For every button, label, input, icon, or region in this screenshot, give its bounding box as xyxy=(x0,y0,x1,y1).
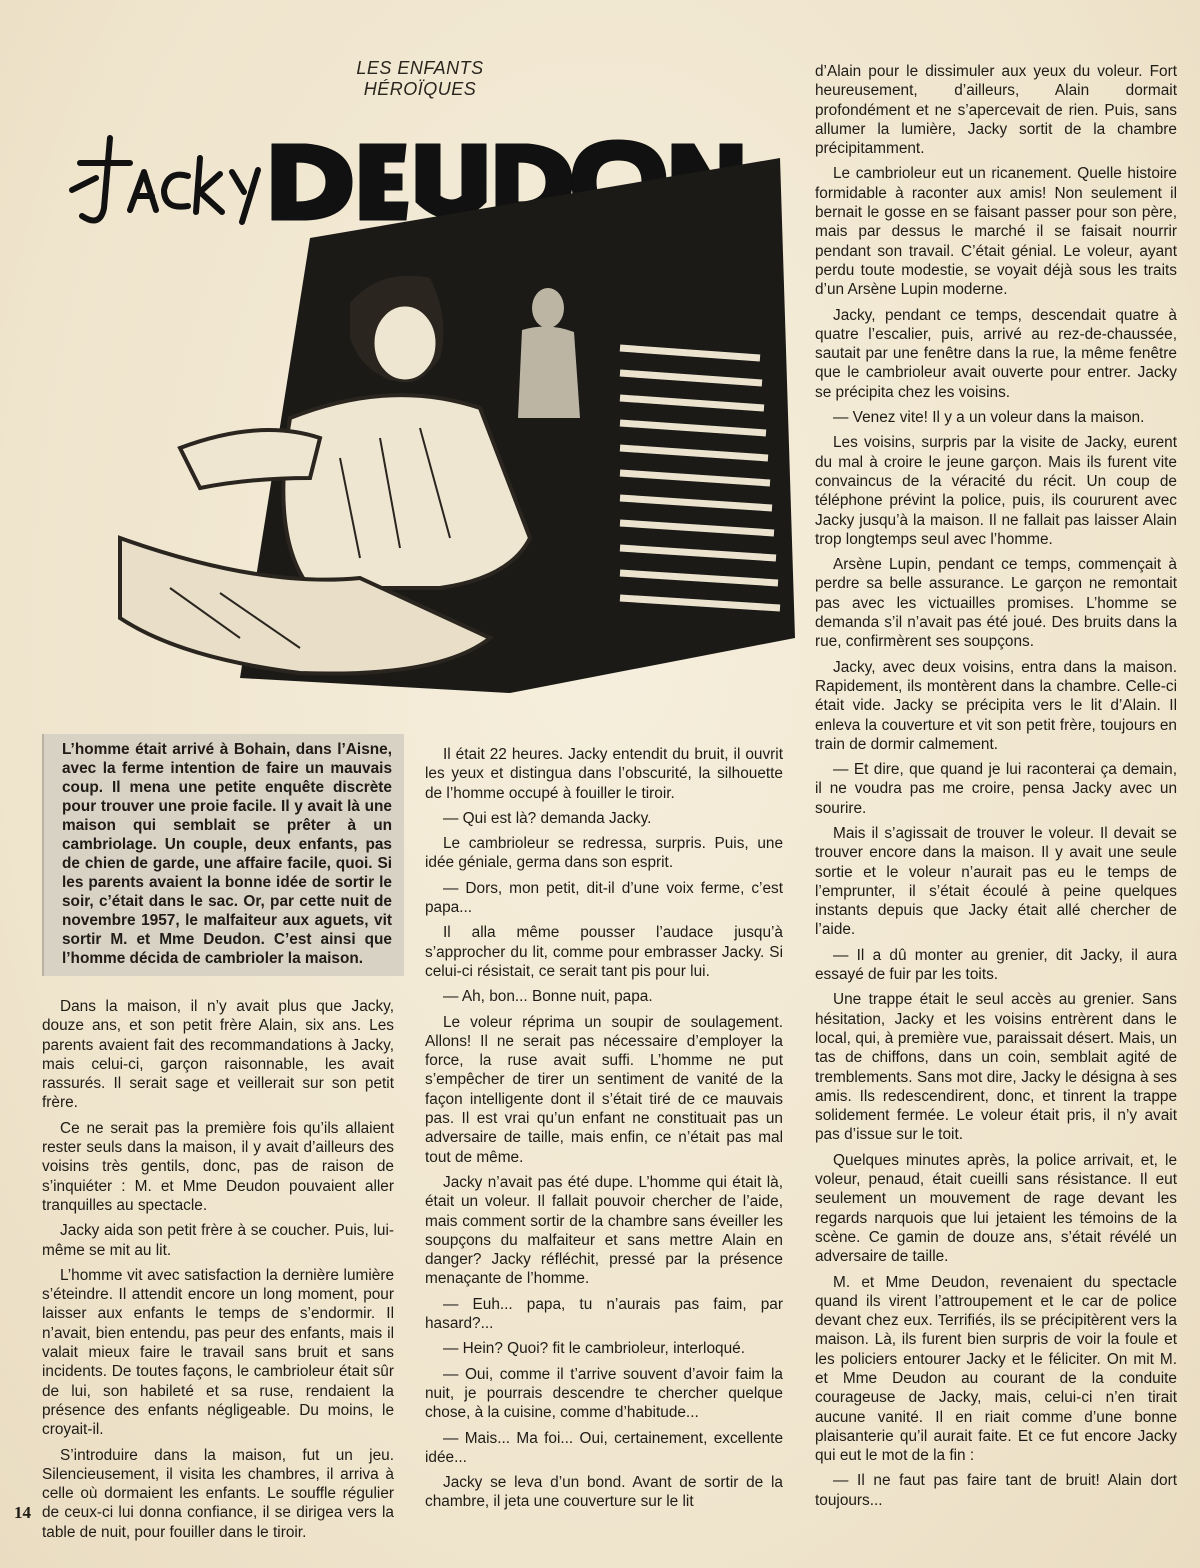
paragraph: Mais il s’agissait de trouver le voleur. Il devait se trouver encore dans la maison. Il y avait une seule sortie et le voleur n’aurait pas eu le temps de l’emprunter, il s’était écoulé à peine quelques instants depuis que Jacky était allé chercher de l’aide. xyxy=(815,824,1177,939)
section-kicker: LES ENFANTS HÉROÏQUES xyxy=(356,58,484,99)
paragraph: Quelques minutes après, la police arrivait, et, le voleur, penaud, était cueilli sans résistance. Il eut seulement un mouvement de rage devant les regards narquois que lui jetaient les témoins de la scène. Ce gamin de douze ans, s’était révélé un adversaire de taille. xyxy=(815,1151,1177,1266)
paragraph: Le voleur réprima un soupir de soulagement. Allons! Il ne serait pas nécessaire d’employer la force, la ruse avait suffi. L’homme ne put s’empêcher de tirer un sentiment de vanité de la façon intelligente dont il s’était tiré de ce mauvais pas. Il est vrai qu’un enfant ne constituait pas un adversaire de taille, mais enfin, ce n’était pas mal tout de même. xyxy=(425,1013,783,1166)
paragraph: Le cambrioleur se redressa, surpris. Puis, une idée géniale, germa dans son esprit. xyxy=(425,835,783,872)
paragraph: — Venez vite! Il y a un voleur dans la maison. xyxy=(833,409,1145,427)
article-column-1 xyxy=(42,997,394,1548)
intro-box: L’homme était arrivé à Bohain, dans l’Aisne, avec la ferme intention de faire un mauvais coup. Il mena une petite enquête discrète pour trouver une proie facile. Il y avait là une maison qui semblait se prêter à un cambriolage. Un couple, deux enfants, pas de chien de garde, une affaire facile, quoi. Si les parents avaient la bonne idée de sortir le soir, c’était dans le sac. Or, par cette nuit de novembre 1957, le malfaiteur aux aguets, vit sortir M. et Mme Deudon. C’est ainsi que l’homme décida de cambrioler la maison. xyxy=(42,734,404,976)
paragraph: Il était 22 heures. Jacky entendit du bruit, il ouvrit les yeux et distingua dans l’obscurité, la silhouette de l’homme occupé à fouiller le tiroir. xyxy=(425,746,783,802)
paragraph: — Qui est là? demanda Jacky. xyxy=(443,809,652,827)
article-column-3 xyxy=(815,62,1177,1516)
paragraph: — Oui, comme il t’arrive souvent d’avoir faim la nuit, je pourrais descendre te chercher quelque chose, à la cuisine, comme d’habitude... xyxy=(425,1365,783,1422)
paragraph: Dans la maison, il n’y avait plus que Jacky, douze ans, et son petit frère Alain, six ans. Les parents avaient fait des recommandations à Jacky, mais celui-ci, garçon raisonnable, les avait rassurés. Il serait sage et veillerait sur son petit frère. xyxy=(42,998,394,1112)
paragraph: Il alla même pousser l’audace jusqu’à s’approcher du lit, comme pour embrasser Jacky. Si celui-ci résistait, ce serait tant pis pour lui. xyxy=(425,924,783,980)
paragraph: — Hein? Quoi? fit le cambrioleur, interloqué. xyxy=(443,1340,745,1358)
paragraph: Jacky aida son petit frère à se coucher. Puis, lui-même se mit au lit. xyxy=(42,1222,394,1259)
paragraph: d’Alain pour le dissimuler aux yeux du voleur. Fort heureusement, d’ailleurs, Alain dormait profondément et ne s’apercevait de rien. Puis, sans allumer la lumière, Jacky sortit de la chambre précipitamment. xyxy=(815,63,1177,158)
paragraph: Jacky n’avait pas été dupe. L’homme qui était là, était un voleur. Il fallait pouvoir chercher de l’aide, mais comment sortir de la chambre sans éveiller les soupçons du malfaiteur et sans mettre Alain en danger? Jacky réfléchit, pressé par la présence menaçante de l’homme. xyxy=(425,1173,783,1288)
paragraph: — Euh... papa, tu n’aurais pas faim, par hasard?... xyxy=(425,1295,783,1333)
paragraph: — Dors, mon petit, dit-il d’une voix ferme, c’est papa... xyxy=(425,879,783,917)
paragraph: Jacky se leva d’un bond. Avant de sortir de la chambre, il jeta une couverture sur le lit xyxy=(425,1474,783,1511)
paragraph: Le cambrioleur eut un ricanement. Quelle histoire formidable à raconter aux amis! Non seulement il bernait le gosse en se faisant passer pour son père, mais par dessus le marché il se faisait nourrir pendant son travail. C’était génial. Le voleur, ayant perdu toute modestie, se voyait déjà sous les traits d’un Arsène Lupin moderne. xyxy=(815,165,1177,299)
paragraph: — Mais... Ma foi... Oui, certainement, excellente idée... xyxy=(425,1429,783,1466)
paragraph: M. et Mme Deudon, revenaient du spectacle quand ils virent l’attroupement et le car de police devant chez eux. Terrifiés, ils se précipitèrent vers la maison. Là, ils furent bien surpris de voir la foule et les policiers entourer Jacky et le féliciter. On mit M. et Mme Deudon au courant de la conduite courageuse de Jacky, mais, celui-ci n’en tirait aucune vanité. Il en riait comme d’une bonne plaisanterie qu’il aurait faite. Et ce fut encore Jacky qui eut le mot de la fin : xyxy=(815,1273,1177,1465)
paragraph: — Ah, bon... Bonne nuit, papa. xyxy=(443,988,653,1006)
paragraph: — Et dire, que quand je lui raconterai ça demain, il ne voudra pas me croire, pensa Jacky avec un sourire. xyxy=(815,761,1177,817)
paragraph: Arsène Lupin, pendant ce temps, commençait à perdre sa belle assurance. Le garçon ne remontait pas avec les victuailles promises. L’homme se demanda s’il n’avait pas été joué. Des bruits dans la rue, confirmèrent ses soupçons. xyxy=(815,556,1177,651)
article-column-2 xyxy=(425,745,783,1518)
paragraph: Ce ne serait pas la première fois qu’ils allaient rester seuls dans la maison, il y avait d’ailleurs des voisins très gentils, donc, pas de raison de s’inquiéter : M. et Mme Deudon pouvaient aller tranquilles au spectacle. xyxy=(42,1119,394,1214)
page-number: 14 xyxy=(14,1503,31,1522)
paragraph: S’introduire dans la maison, fut un jeu. Silencieusement, il visita les chambres, il arriva à celle où dormaient les enfants. Le souffle régulier de ceux-ci lui donna confiance, il se dirigea vers la table de nuit, pour fouiller dans le tiroir. xyxy=(42,1446,394,1541)
title-illustration xyxy=(60,118,800,693)
paragraph: Jacky, pendant ce temps, descendait quatre à quatre l’escalier, puis, arrivé au rez-de-chaussée, sautait par une fenêtre dans la rue, la même fenêtre que le cambrioleur avait ouverte pour entrer. Jacky se précipita chez les voisins. xyxy=(815,306,1177,401)
paragraph: Jacky, avec deux voisins, entra dans la maison. Rapidement, ils montèrent dans la chambre. Celle-ci était vide. Jacky se précipita vers le lit d’Alain. Il enleva la couverture et vit son petit frère, toujours en train de dormir calmement. xyxy=(815,658,1177,753)
paragraph: Les voisins, surpris par la visite de Jacky, eurent du mal à croire le jeune garçon. Mais ils furent vite convaincus de la véracité du récit. Un coup de téléphone prévint la police, puis, ils coururent avec Jacky jusqu’à la maison. Il ne fallait pas laisser Alain trop longtemps seul avec l’homme. xyxy=(815,434,1177,548)
paragraph: L’homme vit avec satisfaction la dernière lumière s’éteindre. Il attendit encore un long moment, pour laisser aux enfants le temps de s’endormir. Il n’avait, bien entendu, pas peur des enfants, mais il valait mieux faire le travail sans bruit et sans incidents. De toutes façons, le cambrioleur était sûr de lui, son habileté et sa ruse, rendaient la présence des enfants négligeable. Du moins, le croyait-il. xyxy=(42,1266,394,1439)
paragraph: — Il ne faut pas faire tant de bruit! Alain dort toujours... xyxy=(815,1472,1177,1509)
paragraph: Une trappe était le seul accès au grenier. Sans hésitation, Jacky et les voisins entrèrent dans le local, qui, à première vue, paraissait désert. Mais, un tas de chiffons, dans un coin, semblait agité de tremblements. Sans mot dire, Jacky le désigna à ses amis. Ils redescendirent, donc, et tinrent la trappe solidement fermée. Le voleur était pris, il n’y avait pas d’issue sur le toit. xyxy=(815,991,1177,1144)
paragraph: — Il a dû monter au grenier, dit Jacky, il aura essayé de fuir par les toits. xyxy=(815,946,1177,984)
